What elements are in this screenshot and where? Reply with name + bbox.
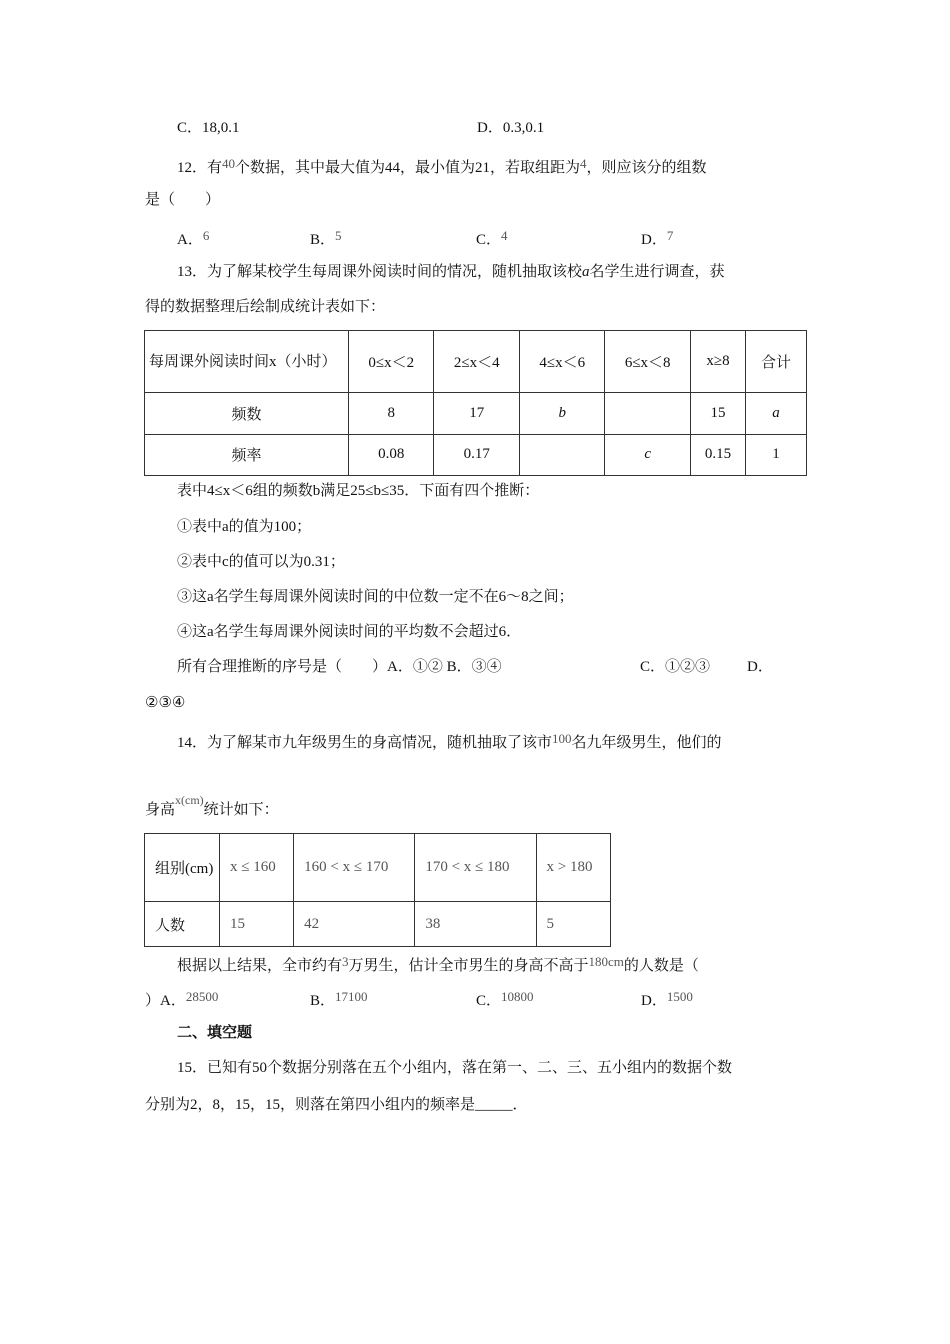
q13-options: 所有合理推断的序号是（ ）A．①② B．③④ [177,659,502,675]
q14-option-b: B．17100 [310,989,368,1009]
q12-option-c: C．4 [476,228,508,248]
q14-text: 14．为了解某市九年级男生的身高情况，随机抽取了该市100名九年级男生，他们的 [177,731,722,751]
q11-option-d: D．0.3,0.1 [477,120,545,136]
q12-option-d: D．7 [641,228,674,248]
reading-time-table: 每周课外阅读时间x（小时） 0≤x＜2 2≤x＜4 4≤x＜6 6≤x＜8 x≥8 合计 频数 8 17 b 15 a 频率 0.08 0.17 c 0.15 1 [144,330,807,476]
q13-inference-2: ②表中c的值可以为0.31； [177,554,345,570]
q12-text: 12．有40个数据，其中最大值为44，最小值为21，若取组距为4，则应该分的组数 [177,156,707,176]
q15-text-2: 分别为2，8，15，15，则落在第四小组内的频率是_____． [145,1097,528,1113]
q12-text-2: 是（ ） [145,192,221,208]
q13-inference-1: ①表中a的值为100； [177,519,312,535]
q13-option-d-value: ②③④ [145,695,186,711]
table-row: 频率 0.08 0.17 c 0.15 1 [145,434,807,476]
q14-text-2: 身高$^{x(cm)}$统计如下： [145,793,279,818]
q14-option-c: C．10800 [476,989,534,1009]
height-table: 组别(cm) x ≤ 160 160 < x ≤ 170 170 < x ≤ 180 x > 180 人数 15 42 38 5 [144,833,611,947]
q14-option-d: D．1500 [641,989,693,1009]
q14-option-a: ）A．28500 [145,989,219,1009]
q15-text: 15．已知有50个数据分别落在五个小组内，落在第一、二、三、五小组内的数据个数 [177,1060,733,1076]
q13-text: 13．为了解某校学生每周课外阅读时间的情况，随机抽取该校a名学生进行调查，获 [177,264,725,280]
table-row: 人数 15 42 38 5 [145,902,611,947]
q13-inference-4: ④这a名学生每周课外阅读时间的平均数不会超过6． [177,624,522,640]
q13-text-2: 得的数据整理后绘制成统计表如下： [145,299,386,315]
q13-option-d: D． [747,659,773,675]
q14-text-3: 根据以上结果，全市约有3万男生，估计全市男生的身高不高于180cm的人数是（ [177,954,699,974]
q12-option-b: B．5 [310,228,342,248]
q11-option-c: C．18,0.1 [177,120,240,136]
q12-option-a: A．6 [177,228,210,248]
section-heading: 二、填空题 [177,1025,253,1041]
q13-inference-3: ③这a名学生每周课外阅读时间的中位数一定不在6～8之间； [177,589,574,605]
q13-option-c: C．①②③ [640,659,711,675]
table-row: 频数 8 17 b 15 a [145,393,807,435]
q13-statement: 表中4≤x＜6组的频数b满足25≤b≤35．下面有四个推断： [177,483,540,499]
